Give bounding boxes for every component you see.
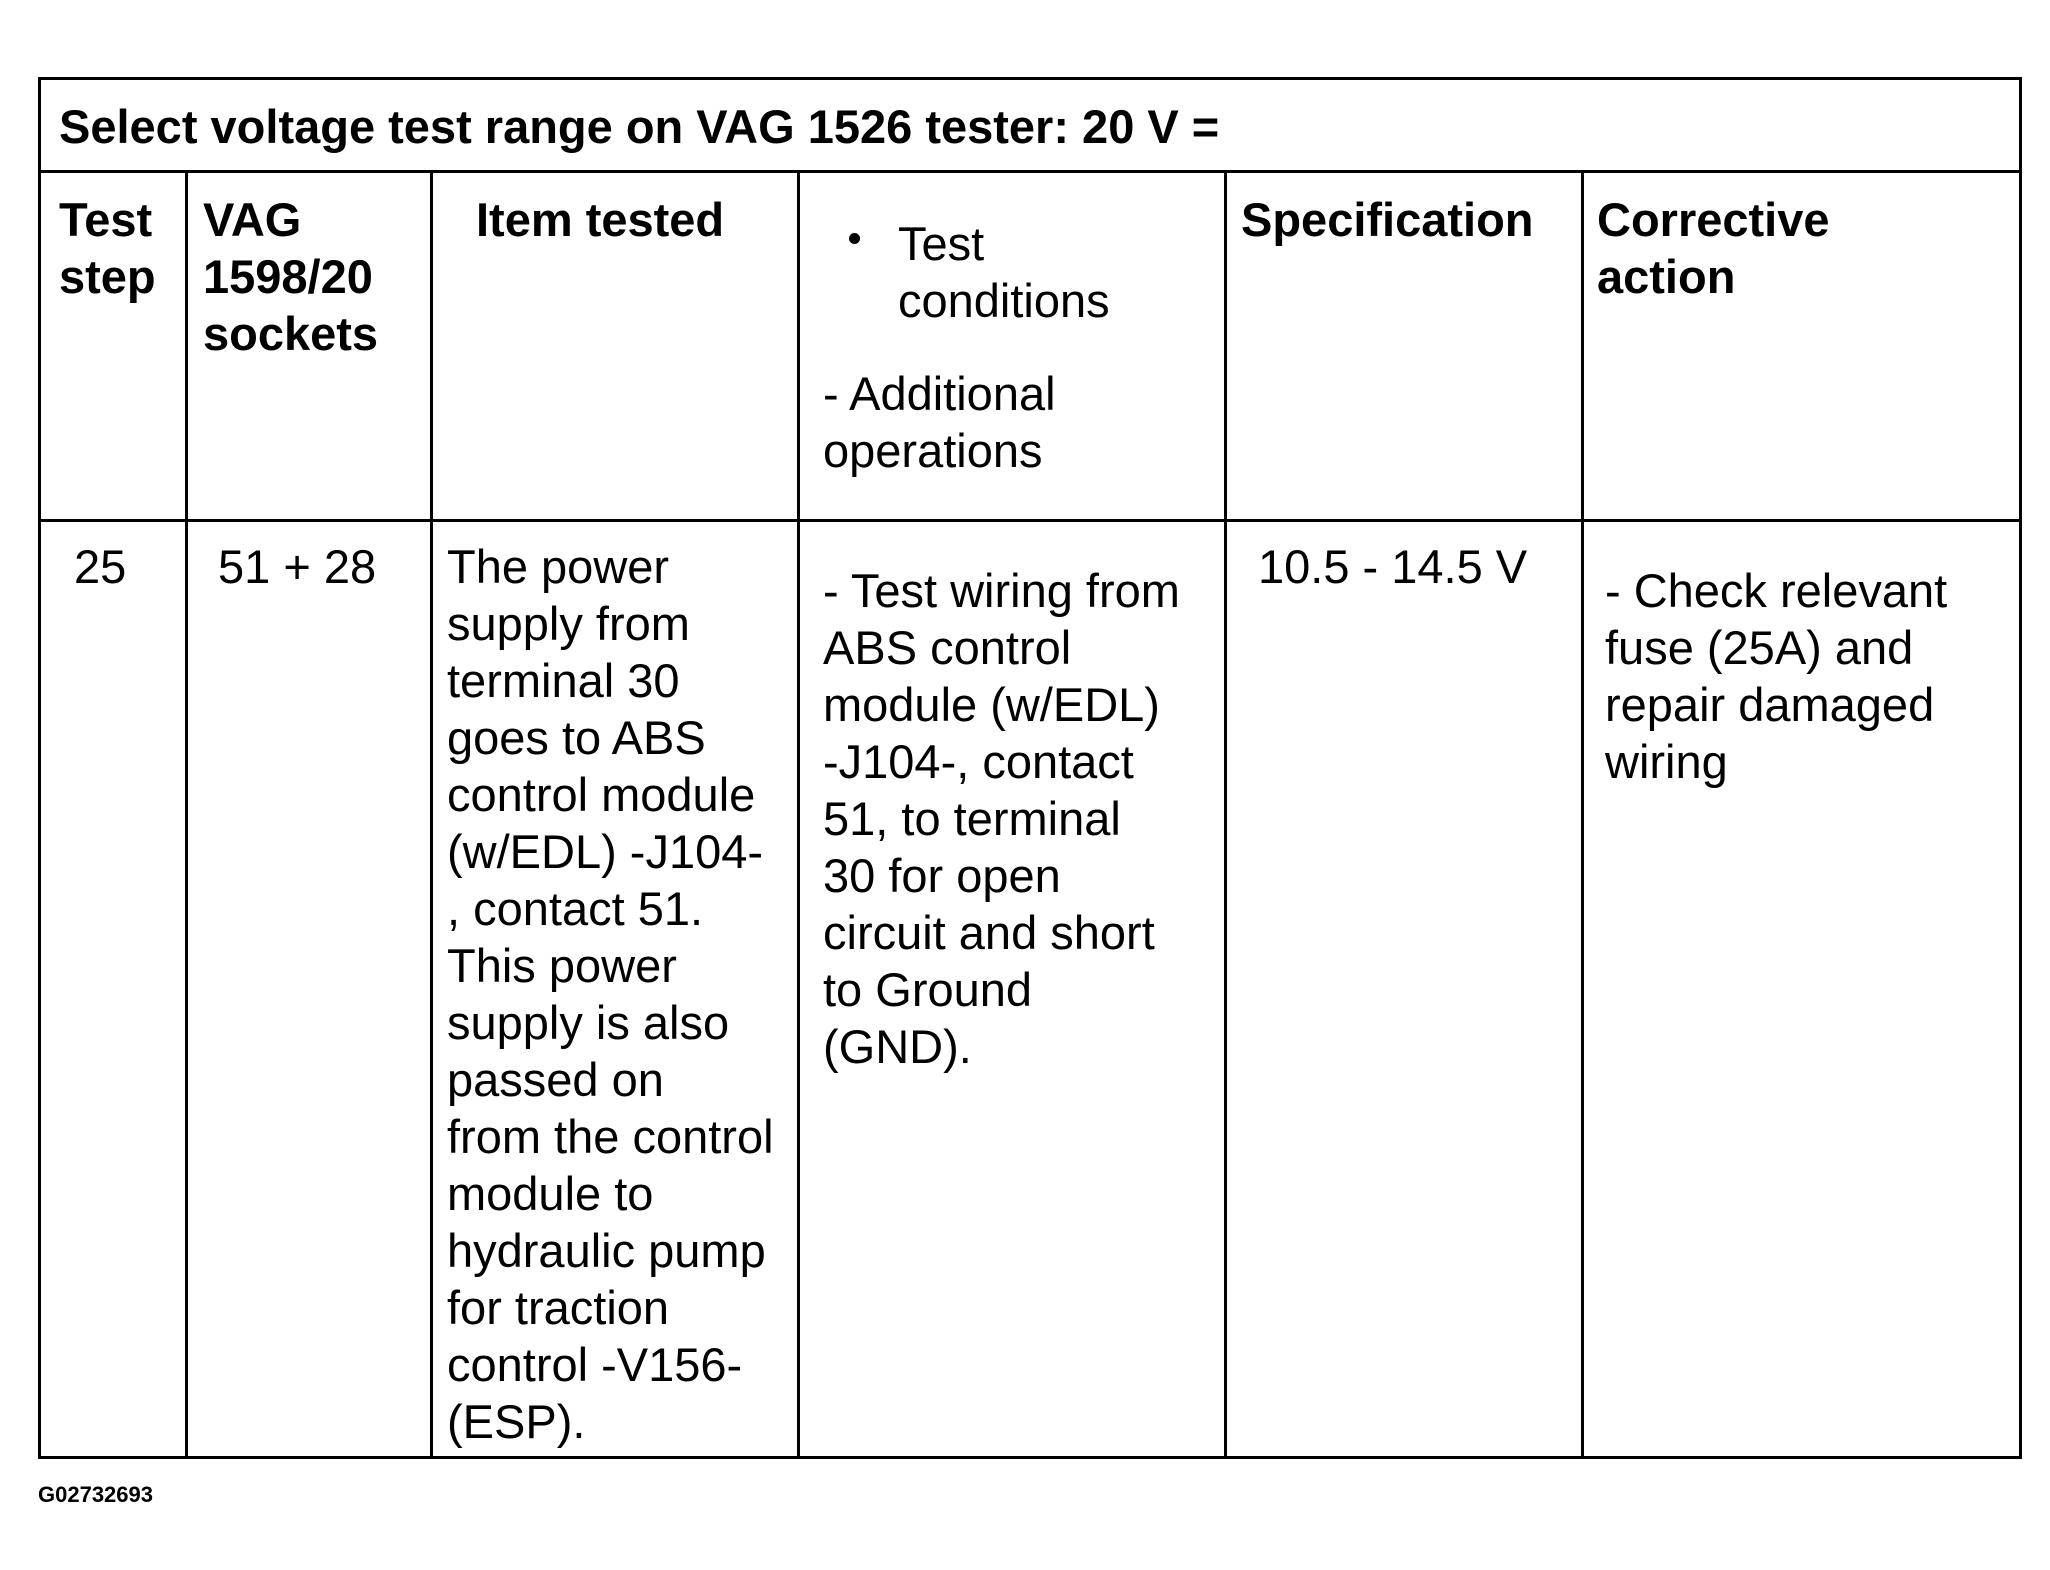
column-divider: [1224, 173, 1227, 1456]
header-sockets: VAG 1598/20 sockets: [203, 193, 379, 360]
header-item-tested: Item tested: [476, 193, 725, 246]
test-table: [38, 77, 2022, 1459]
bullet-icon: [849, 233, 860, 244]
column-divider: [797, 173, 800, 1456]
column-divider: [430, 173, 433, 1456]
header-test-conditions: Test conditions: [898, 217, 1110, 327]
header-specification: Specification: [1241, 193, 1534, 246]
cell-sockets: 51 + 28: [218, 540, 377, 593]
column-divider: [1581, 173, 1584, 1456]
table-title: Select voltage test range on VAG 1526 tester: 20 V =: [41, 80, 2019, 173]
header-additional-operations: - Additional operations: [823, 367, 1056, 477]
header-test-step: Test step: [59, 193, 156, 303]
cell-corrective-action: - Check relevant fuse (25A) and repair damaged wiring: [1605, 564, 1948, 788]
cell-conditions: - Test wiring from ABS control module (w/EDL) -J104-, contact 51, to terminal 30 for open circuit and short to Ground (GND).: [823, 564, 1180, 1073]
cell-specification: 10.5 - 14.5 V: [1258, 540, 1528, 593]
row-divider: [41, 519, 2019, 522]
cell-test-step: 25: [74, 540, 127, 593]
column-divider: [185, 173, 188, 1456]
header-corrective-action: Corrective action: [1597, 193, 1830, 303]
cell-item-tested: The power supply from terminal 30 goes to ABS control module (w/EDL) -J104- , contact 51. This power supply is also passed on from the control module to hydraulic pump for traction control -V156- (ESP).: [447, 540, 774, 1448]
figure-code: G02732693: [38, 1482, 153, 1507]
